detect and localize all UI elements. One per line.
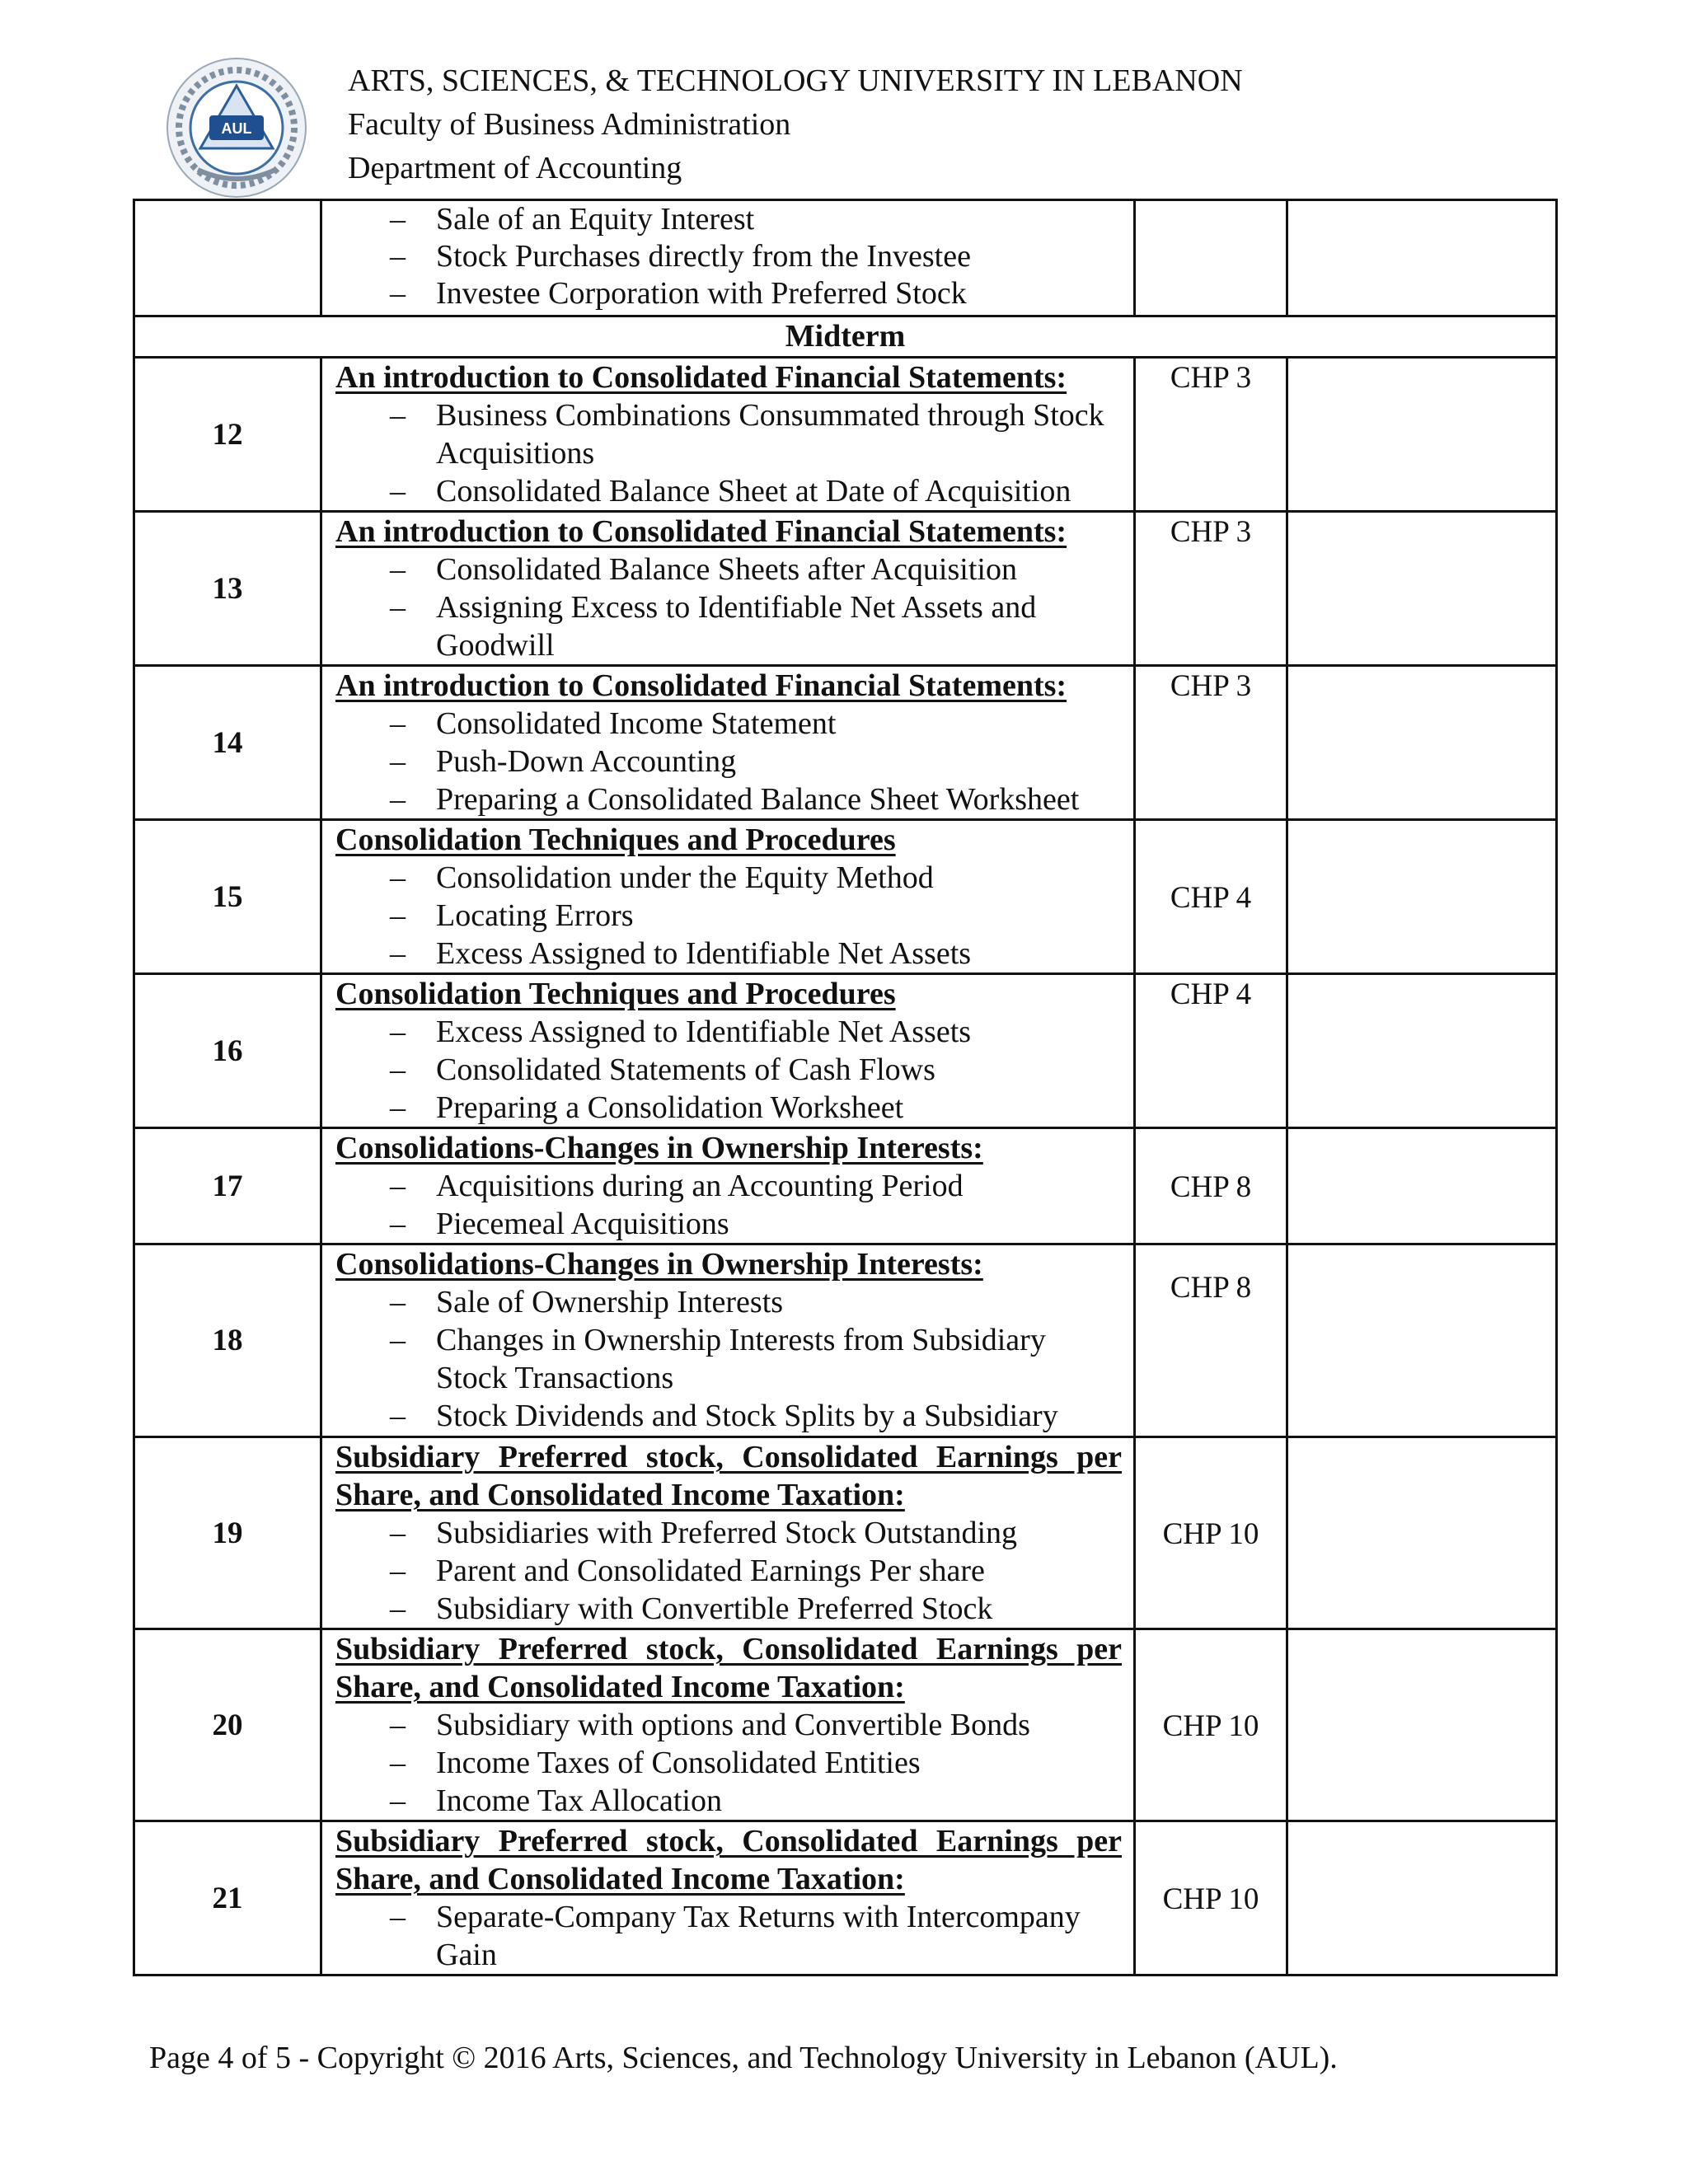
topic-list (335, 1514, 1122, 1628)
list-item: – Locating Errors (335, 897, 1122, 935)
list-item: – Income Taxes of Consolidated Entities (335, 1744, 1122, 1782)
week-number: 17 (134, 1128, 321, 1244)
topic-title: An introduction to Consolidated Financial Statements: (335, 668, 1067, 703)
list-item: – Parent and Consolidated Earnings Per share (335, 1552, 1122, 1590)
list-item: – Sale of Ownership Interests (335, 1283, 1122, 1321)
week-number: 14 (134, 666, 321, 820)
week-number: 20 (134, 1629, 321, 1821)
page-footer: Page 4 of 5 - Copyright © 2016 Arts, Sciences, and Technology University in Lebanon (AUL). (149, 2041, 1338, 2075)
chapter-label: CHP 8 (1170, 1169, 1252, 1204)
notes-cell (1287, 1244, 1557, 1437)
table-row (134, 974, 1557, 1128)
topic-title: Consolidation Techniques and Procedures (335, 977, 896, 1011)
topic-cell (321, 512, 1135, 666)
chapter-cell (1135, 1437, 1287, 1629)
list-item: – Sale of an Equity Interest (335, 201, 1122, 238)
chapter-label: CHP 3 (1170, 669, 1252, 703)
notes-cell (1287, 358, 1557, 512)
table-row (134, 1244, 1557, 1437)
chapter-label: CHP 3 (1170, 361, 1252, 395)
table-row (134, 1821, 1557, 1975)
table-row (134, 820, 1557, 974)
topic-cell (321, 974, 1135, 1128)
list-item: – Stock Purchases directly from the Investee (335, 238, 1122, 275)
list-item: – Investee Corporation with Preferred Stock (335, 275, 1122, 312)
week-cell (134, 200, 321, 316)
topic-cell (321, 200, 1135, 316)
list-item: – Subsidiary with Convertible Preferred Stock (335, 1590, 1122, 1628)
topic-cell (321, 820, 1135, 974)
topic-title: Consolidations-Changes in Ownership Interests: (335, 1131, 983, 1165)
table-row (134, 666, 1557, 820)
list-item: – Business Combinations Consummated through Stock Acquisitions (335, 396, 1122, 472)
topic-cell (321, 1244, 1135, 1437)
chapter-cell (1135, 820, 1287, 974)
chapter-cell (1135, 1629, 1287, 1821)
topic-title: Subsidiary Preferred stock, Consolidated Earnings per Share, and Consolidated Income Taxation: (335, 1824, 1122, 1896)
topic-cell (321, 358, 1135, 512)
list-item: – Preparing a Consolidated Balance Sheet Worksheet (335, 780, 1122, 818)
chapter-label: CHP 10 (1162, 1708, 1259, 1743)
week-number: 16 (134, 974, 321, 1128)
topic-list (335, 1283, 1122, 1435)
notes-cell (1287, 1821, 1557, 1975)
topic-title: An introduction to Consolidated Financial Statements: (335, 360, 1067, 395)
list-item: – Separate-Company Tax Returns with Intercompany Gain (335, 1898, 1122, 1974)
table-row (134, 512, 1557, 666)
list-item: – Preparing a Consolidation Worksheet (335, 1089, 1122, 1127)
notes-cell (1287, 200, 1557, 316)
header-text (348, 59, 1243, 190)
notes-cell (1287, 1437, 1557, 1629)
week-number: 15 (134, 820, 321, 974)
midterm-row (134, 316, 1557, 358)
chapter-label: CHP 4 (1170, 977, 1252, 1011)
chapter-label: CHP 10 (1162, 1882, 1259, 1916)
list-item: – Acquisitions during an Accounting Period (335, 1167, 1122, 1205)
topic-title: Subsidiary Preferred stock, Consolidated Earnings per Share, and Consolidated Income Taxation: (335, 1440, 1122, 1512)
week-number: 19 (134, 1437, 321, 1629)
notes-cell (1287, 820, 1557, 974)
table-row (134, 358, 1557, 512)
topic-cell (321, 1437, 1135, 1629)
table-row (134, 1437, 1557, 1629)
topic-list (335, 1167, 1122, 1243)
topic-list (335, 1013, 1122, 1127)
topic-list (335, 396, 1122, 510)
topic-title: Consolidation Techniques and Procedures (335, 823, 896, 857)
topic-title: Consolidations-Changes in Ownership Interests: (335, 1247, 983, 1282)
topic-list (335, 551, 1122, 664)
list-item: – Consolidated Balance Sheets after Acquisition (335, 551, 1122, 588)
list-item: – Changes in Ownership Interests from Subsidiary Stock Transactions (335, 1321, 1122, 1397)
table-row (134, 1629, 1557, 1821)
list-item: – Consolidated Balance Sheet at Date of Acquisition (335, 472, 1122, 510)
midterm-label: Midterm (134, 316, 1557, 358)
notes-cell (1287, 666, 1557, 820)
topic-cell (321, 1128, 1135, 1244)
chapter-cell (1135, 200, 1287, 316)
table-row-continued (134, 200, 1557, 316)
week-number: 13 (134, 512, 321, 666)
list-item: – Piecemeal Acquisitions (335, 1205, 1122, 1243)
logo-text: AUL (221, 120, 252, 137)
chapter-cell (1135, 666, 1287, 820)
list-item: – Consolidated Statements of Cash Flows (335, 1051, 1122, 1089)
notes-cell (1287, 512, 1557, 666)
page-header (165, 56, 1566, 196)
list-item: – Income Tax Allocation (335, 1782, 1122, 1820)
topic-title: Subsidiary Preferred stock, Consolidated Earnings per Share, and Consolidated Income Taxation: (335, 1632, 1122, 1704)
topic-title: An introduction to Consolidated Financial Statements: (335, 514, 1067, 549)
topic-cell (321, 666, 1135, 820)
list-item: – Consolidation under the Equity Method (335, 859, 1122, 897)
chapter-cell (1135, 512, 1287, 666)
notes-cell (1287, 1128, 1557, 1244)
chapter-cell (1135, 1244, 1287, 1437)
chapter-cell (1135, 1821, 1287, 1975)
topic-list (335, 859, 1122, 972)
topic-list (335, 1898, 1122, 1974)
topic-list (335, 705, 1122, 818)
department-name: Department of Accounting (348, 151, 682, 185)
notes-cell (1287, 974, 1557, 1128)
chapter-label: CHP 4 (1170, 880, 1252, 915)
chapter-label: CHP 3 (1170, 515, 1252, 549)
list-item: – Excess Assigned to Identifiable Net Assets (335, 935, 1122, 972)
list-item: – Stock Dividends and Stock Splits by a Subsidiary (335, 1397, 1122, 1435)
topic-cell (321, 1821, 1135, 1975)
topic-cell (321, 1629, 1135, 1821)
list-item: – Consolidated Income Statement (335, 705, 1122, 743)
university-name: ARTS, SCIENCES, & TECHNOLOGY UNIVERSITY IN LEBANON (348, 63, 1243, 98)
chapter-label: CHP 10 (1162, 1516, 1259, 1551)
topic-list (335, 1706, 1122, 1820)
chapter-cell (1135, 974, 1287, 1128)
list-item: – Subsidiary with options and Convertible Bonds (335, 1706, 1122, 1744)
chapter-cell (1135, 358, 1287, 512)
week-number: 12 (134, 358, 321, 512)
faculty-name: Faculty of Business Administration (348, 107, 791, 142)
university-logo (165, 56, 309, 200)
notes-cell (1287, 1629, 1557, 1821)
chapter-label: CHP 8 (1170, 1271, 1252, 1305)
list-item: – Excess Assigned to Identifiable Net Assets (335, 1013, 1122, 1051)
list-item: – Subsidiaries with Preferred Stock Outstanding (335, 1514, 1122, 1552)
table-row (134, 1128, 1557, 1244)
chapter-cell (1135, 1128, 1287, 1244)
list-item: – Push-Down Accounting (335, 743, 1122, 780)
week-number: 21 (134, 1821, 321, 1975)
list-item: – Assigning Excess to Identifiable Net Assets and Goodwill (335, 588, 1122, 664)
syllabus-table (133, 199, 1558, 1976)
week-number: 18 (134, 1244, 321, 1437)
